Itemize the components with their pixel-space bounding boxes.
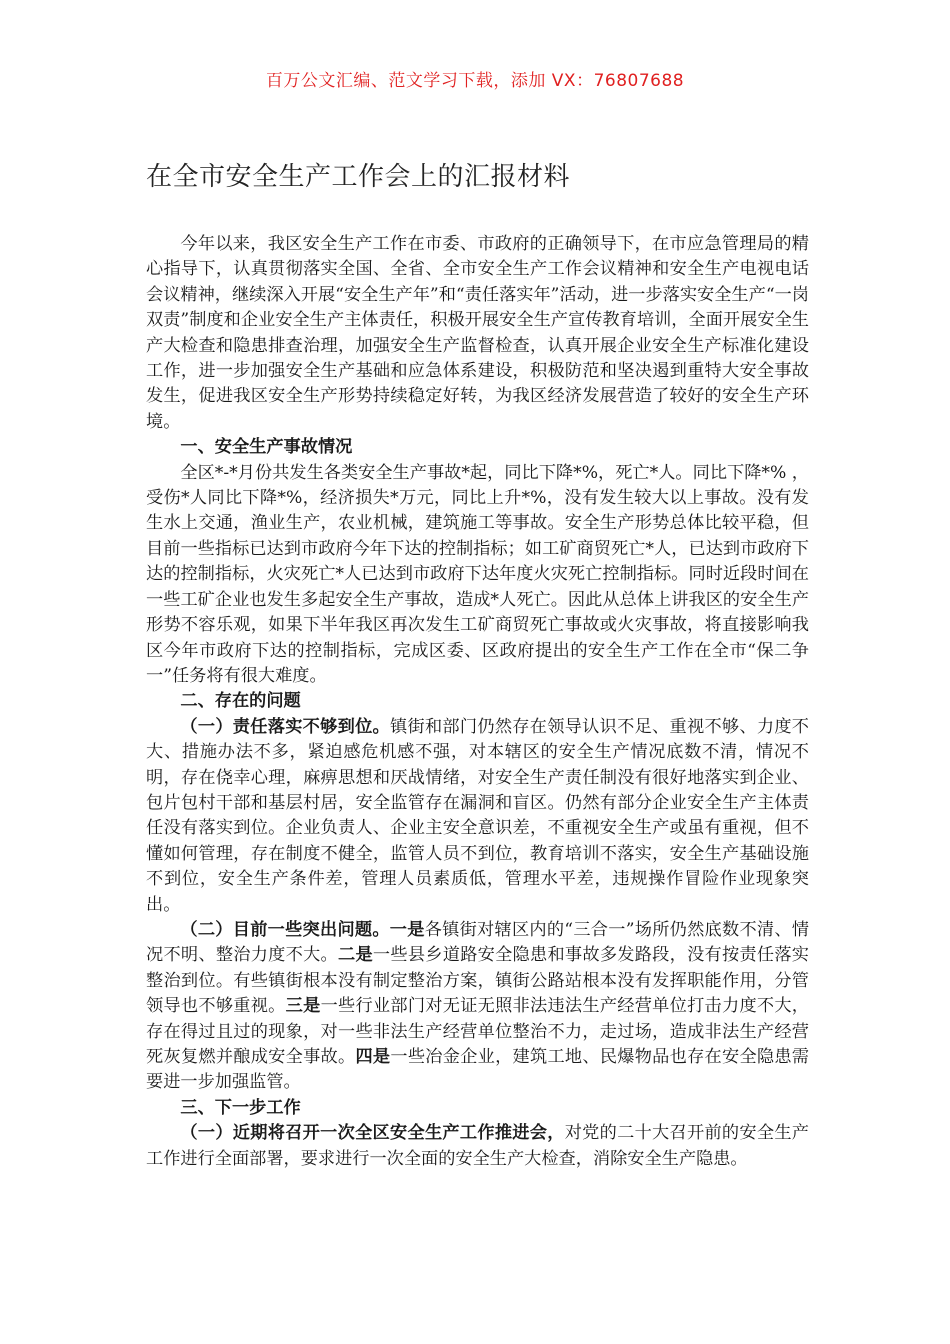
intro-paragraph: 今年以来，我区安全生产工作在市委、市政府的正确领导下，在市应急管理局的精心指导下，认真贯彻落实全国、全省、全市安全生产工作会议精神和安全生产电视电话会议精神，继续深入开展“安全生产年”和“责任落实年”活动，进一步落实安全生产“一岗双责”制度和企业安全生产主体责任，积极开展安全生产宣传教育培训，全面开展安全生产大检查和隐患排查治理，加强安全生产监督检查，认真开展企业安全生产标准化建设工作，进一步加强安全生产基础和应急体系建设，积极防范和坚决遏到重特大安全事故发生，促进我区安全生产形势持续稳定好转，为我区经济发展营造了较好的安全生产环境。	[146, 234, 809, 432]
section-2-p2-keyword-2: 二是	[338, 945, 373, 966]
section-2-p2-text-1: 各镇街对辖区内的“三合一”场所仍然底数不清、情况不明、整治力度不大。	[146, 919, 809, 966]
section-2-p1-lead: （一）责任落实不够到位。	[180, 716, 391, 737]
watermark-banner: 百万公文汇编、范文学习下载，添加 VX：76807688	[265, 71, 685, 91]
section-1-paragraph: 全区*-*月份共发生各类安全生产事故*起，同比下降*%，死亡*人。同比下降*% ，受伤*人同比下降*%，经济损失*万元，同比上升*%，没有发生较大以上事故。没有发生水上交通，渔业生产，农业机械，建筑施工等事故。安全生产形势总体比较平稳，但目前一些指标已达到市政府今年下达的控制指标；如工矿商贸死亡*人，已达到市政府下达的控制指标，火灾死亡*人已达到市政府下达年度火灾死亡控制指标。同时近段时间在一些工矿企业也发生多起安全生产事故，造成*人死亡。因此从总体上讲我区的安全生产形势不容乐观，如果下半年我区再次发生工矿商贸死亡事故或火灾事故，将直接影响我区今年市政府下达的控制指标，完成区委、区政府提出的安全生产工作在全市“保二争一”任务将有很大难度。	[146, 462, 809, 686]
section-2-paragraph-2	[146, 918, 809, 1096]
page-title: 在全市安全生产工作会上的汇报材料	[146, 162, 571, 192]
section-2-p2-lead: （二）目前一些突出问题。	[180, 919, 390, 940]
section-1-heading: 一、安全生产事故情况	[180, 437, 353, 458]
section-3-p1-text: 对党的二十大召开前的安全生产工作进行全面部署，要求进行一次全面的安全生产大检查，消除安全生产隐患。	[146, 1123, 809, 1169]
section-2-p2-keyword-1: 一是	[389, 919, 425, 940]
section-2-p2-text-2: 一些县乡道路安全隐患和事故多发路段，没有按责任落实整治到位。有些镇街根本没有制定整治方案，镇街公路站根本没有发挥职能作用，分管领导也不够重视。	[146, 945, 809, 1017]
section-2-p2-text-4: 一些冶金企业，建筑工地、民爆物品也存在安全隐患需要进一步加强监管。	[146, 1047, 809, 1093]
section-2-p2-keyword-4: 四是	[355, 1047, 391, 1067]
section-2-p2-text-3: 一些行业部门对无证无照非法违法生产经营单位打击力度不大，存在得过且过的现象，对一些非法生产经营单位整治不力，走过场，造成非法生产经营死灰复燃并酿成安全事故。	[146, 996, 809, 1067]
section-3-paragraph-1	[146, 1121, 809, 1172]
section-2-p2-keyword-3: 三是	[285, 996, 321, 1017]
section-3-p1-lead: （一）近期将召开一次全区安全生产工作推进会，	[180, 1123, 565, 1144]
section-2-heading: 二、存在的问题	[180, 691, 301, 712]
section-2-p1-text: 镇街和部门仍然存在领导认识不足、重视不够、力度不大、措施办法不多，紧迫感危机感不强，对本辖区的安全生产情况底数不清，情况不明，存在侥幸心理，麻痹思想和厌战情绪，对安全生产责任制没有很好地落实到企业、包片包村干部和基层村居，安全监管存在漏洞和盲区。仍然有部分企业安全生产主体责任没有落实到位。企业负责人、企业主安全意识差，不重视安全生产或虽有重视，但不懂如何管理，存在制度不健全，监管人员不到位，教育培训不落实，安全生产基础设施不到位，安全生产条件差，管理人员素质低，管理水平差，违规操作冒险作业现象突出。	[146, 716, 809, 915]
section-2-paragraph-1	[146, 715, 809, 918]
section-3-heading: 三、下一步工作	[180, 1097, 301, 1118]
document-body	[146, 232, 809, 1172]
